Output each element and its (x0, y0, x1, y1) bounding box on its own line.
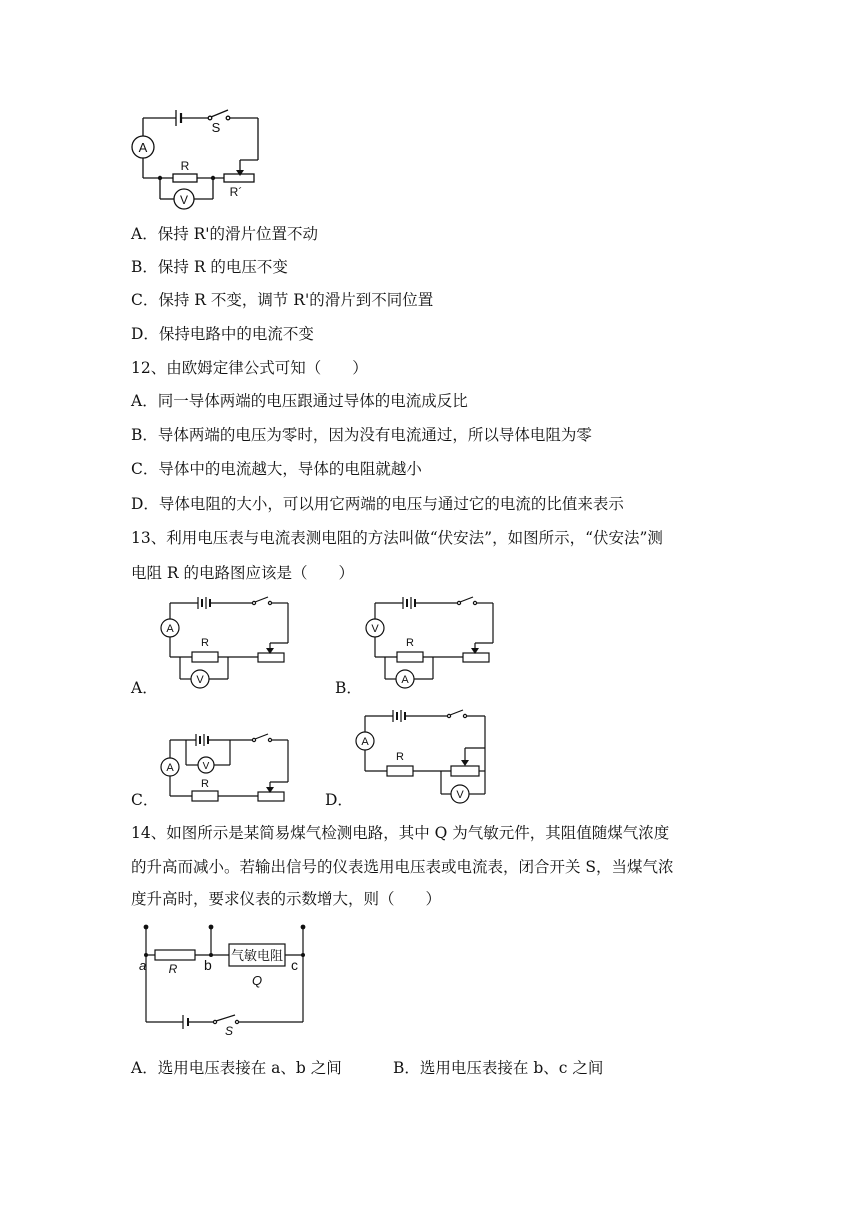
q13-label-b: B． (335, 679, 362, 697)
q14-option-a: A．选用电压表接在 a、b 之间 (131, 1059, 342, 1077)
q14-stem-line1: 14、如图所示是某简易煤气检测电路，其中 Q 为气敏元件，其阻值随煤气浓度 (131, 824, 670, 842)
q14-option-b: B．选用电压表接在 b、c 之间 (393, 1059, 604, 1077)
q14-stem-line3: 度升高时，要求仪表的示数增大，则（ ） (131, 890, 442, 908)
q13-circuit-b (365, 595, 495, 690)
q14-point-a: a (139, 958, 147, 973)
q13-label-a: A． (131, 679, 158, 697)
q13d-ammeter: A (361, 736, 369, 748)
q12-option-a: A．同一导体两端的电压跟通过导体的电流成反比 (131, 392, 468, 410)
q11-option-c: C．保持 R 不变，调节 R'的滑片到不同位置 (131, 291, 434, 309)
q13-label-d: D． (325, 791, 353, 809)
q14-point-b: b (204, 957, 212, 973)
q11-rheostat-label: R´ (229, 185, 243, 199)
q13-stem-line2: 电阻 R 的电路图应该是（ ） (131, 564, 355, 582)
q11-resistor-label: R (180, 159, 190, 173)
q13d-resistor-label: R (396, 751, 404, 763)
q13-label-c: C． (131, 791, 159, 809)
q14-point-c: c (291, 957, 298, 973)
q13b-voltmeter: V (371, 623, 379, 635)
q13a-voltmeter: V (196, 674, 204, 686)
q11-ammeter-label: A (138, 140, 148, 155)
q13c-resistor-label: R (201, 778, 209, 790)
q12-option-b: B．导体两端的电压为零时，因为没有电流通过，所以导体电阻为零 (131, 426, 592, 444)
q13b-ammeter: A (401, 674, 409, 686)
q11-circuit-diagram (128, 100, 268, 215)
q11-option-b: B．保持 R 的电压不变 (131, 258, 288, 276)
q14-circuit-diagram (133, 922, 313, 1037)
q14-switch-label: S (224, 1024, 234, 1038)
q11-voltmeter-label: V (179, 193, 189, 207)
q13-circuit-d (355, 708, 490, 808)
q13a-ammeter: A (166, 623, 174, 635)
q14-sensor-label: 气敏电阻 (230, 948, 284, 963)
q13a-resistor-label: R (201, 637, 209, 649)
q12-option-c: C．导体中的电流越大，导体的电阻就越小 (131, 460, 422, 478)
q14-q-label: Q (251, 973, 263, 988)
q13d-voltmeter: V (456, 789, 464, 801)
q13b-resistor-label: R (406, 637, 414, 649)
q13-circuit-c (160, 732, 290, 807)
q12-option-d: D．导体电阻的大小，可以用它两端的电压与通过它的电流的比值来表示 (131, 495, 624, 513)
q13c-voltmeter: V (202, 761, 210, 772)
q13-stem-line1: 13、利用电压表与电流表测电阻的方法叫做“伏安法”，如图所示，“伏安法”测 (131, 529, 663, 547)
q12-stem: 12、由欧姆定律公式可知（ ） (131, 359, 368, 377)
q14-stem-line2: 的升高而减小。若输出信号的仪表选用电压表或电流表，闭合开关 S，当煤气浓 (131, 858, 674, 876)
q13-circuit-a (160, 595, 290, 690)
q11-option-d: D．保持电路中的电流不变 (131, 325, 314, 343)
q11-switch-label: S (211, 120, 221, 135)
q13c-ammeter: A (166, 762, 174, 774)
q11-option-a: A．保持 R'的滑片位置不动 (131, 225, 319, 243)
q14-resistor-label: R (168, 962, 178, 976)
